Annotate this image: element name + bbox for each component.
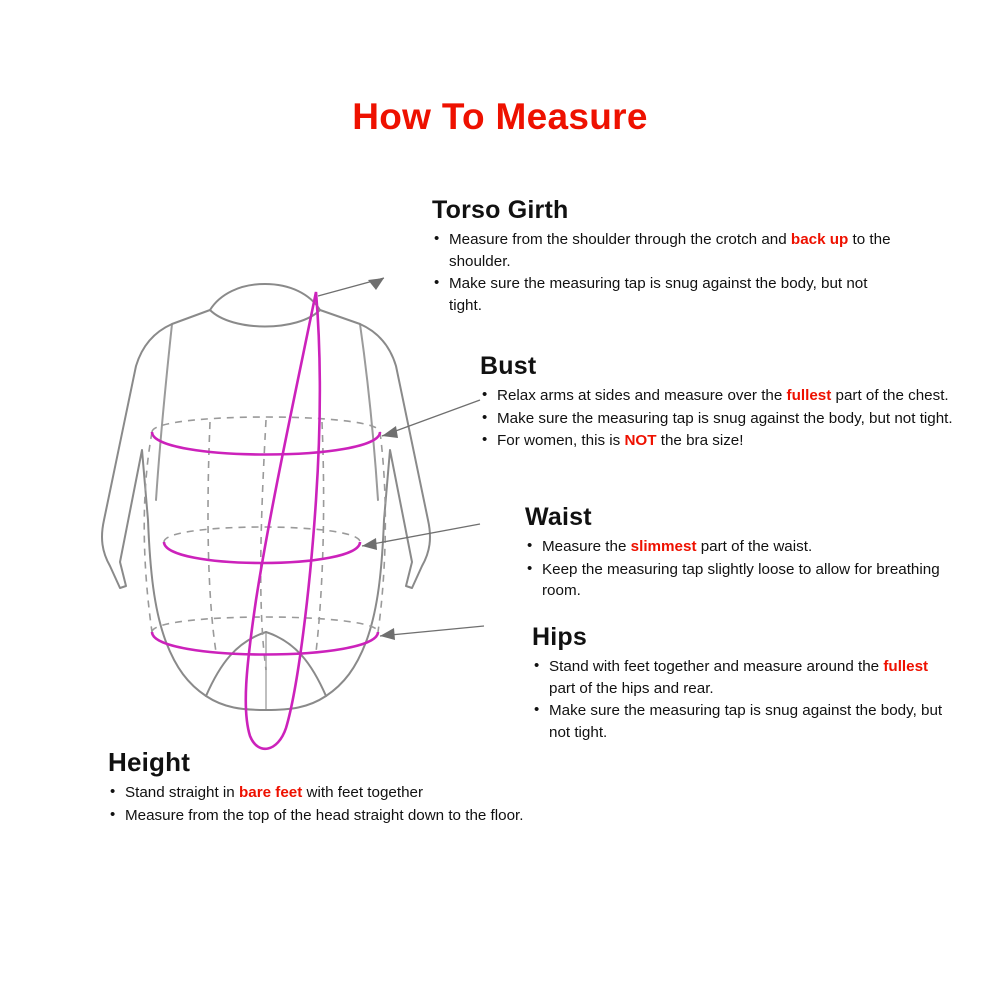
section-heading-height: Height <box>108 747 191 777</box>
bullet-item: • Relax arms at sides and measure over the fullest part of the chest. <box>480 385 980 407</box>
bullet-item: • Keep the measuring tap slightly loose to allow for breathing room. <box>525 559 965 602</box>
highlight-text: slimmest <box>630 538 697 555</box>
hips-loop-back <box>152 617 378 632</box>
section-hips <box>532 623 952 744</box>
highlight-text: fullest <box>883 658 929 675</box>
bust-loop-front <box>152 432 380 455</box>
bullet-item: • Measure from the shoulder through the crotch and back up to the shoulder. <box>432 229 902 272</box>
bullet-item: • Make sure the measuring tap is snug against the body, but not tight. <box>480 408 980 430</box>
section-torso-girth <box>432 196 902 317</box>
highlight-text: NOT <box>624 432 657 450</box>
section-height <box>108 747 628 827</box>
bullet-item: • Make sure the measuring tap is snug against the body, but not tight. <box>532 700 952 743</box>
section-waist <box>525 503 965 603</box>
bullet-list-bust <box>480 385 980 452</box>
leotard-body-measurement-diagram <box>60 270 520 770</box>
section-heading-bust: Bust <box>480 352 537 380</box>
torso-girth-loop <box>246 292 320 749</box>
highlight-text: fullest <box>786 387 832 404</box>
section-heading-torso-girth: Torso Girth <box>432 196 569 224</box>
bullet-list-waist <box>525 536 965 602</box>
bullet-item: • Stand with feet together and measure around the fullest part of the hips and rear. <box>532 656 952 699</box>
bullet-list-torso-girth <box>432 229 902 316</box>
bullet-item: • Make sure the measuring tap is snug against the body, but not tight. <box>432 273 902 316</box>
bullet-item: • For women, this is NOT the bra size! <box>480 430 980 452</box>
bullet-list-hips <box>532 656 952 743</box>
page-title: How To Measure <box>352 96 648 137</box>
section-heading-hips: Hips <box>532 623 587 651</box>
section-bust <box>480 352 980 453</box>
bullet-item: • Measure the slimmest part of the waist. <box>525 536 965 558</box>
bullet-list-height <box>108 782 628 826</box>
highlight-text: back up <box>790 231 849 248</box>
bullet-item: • Stand straight in bare feet with feet together <box>108 782 628 804</box>
waist-leader <box>362 524 480 546</box>
section-heading-waist: Waist <box>525 503 592 531</box>
bullet-item: • Measure from the top of the head straight down to the floor. <box>108 805 628 827</box>
highlight-text: bare feet <box>238 784 303 801</box>
hips-leader <box>380 626 484 636</box>
